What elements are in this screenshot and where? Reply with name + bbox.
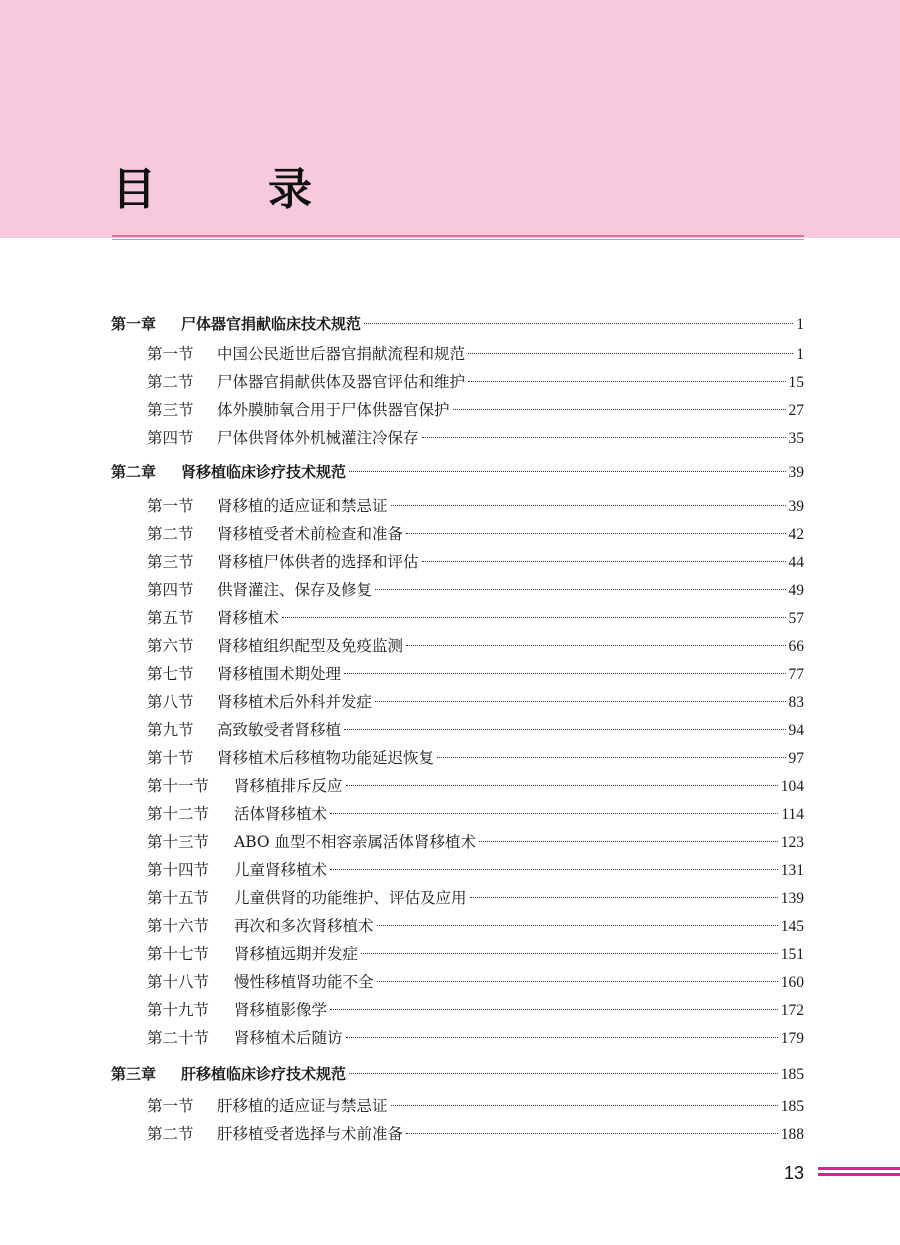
toc-page-number: 57	[788, 610, 804, 627]
section-number: 第五节	[147, 609, 194, 627]
section-number: 第十五节	[147, 889, 210, 907]
dot-leader	[330, 1009, 778, 1010]
section-title: 肾移植尸体供者的选择和评估	[217, 553, 419, 571]
toc-section-row	[147, 1095, 804, 1117]
toc-page-number: 151	[780, 946, 804, 963]
chapter-number: 第三章	[111, 1065, 157, 1083]
dot-leader	[346, 1037, 778, 1038]
toc-page-number: 123	[780, 834, 804, 851]
dot-leader	[391, 1105, 778, 1106]
toc-page-number: 185	[780, 1066, 804, 1083]
dot-leader	[470, 897, 778, 898]
dot-leader	[375, 589, 785, 590]
section-number: 第一节	[147, 497, 194, 515]
section-number: 第十七节	[147, 945, 210, 963]
toc-section-row	[147, 1123, 804, 1145]
toc-section-row	[147, 607, 804, 629]
section-title: 尸体供肾体外机械灌注冷保存	[217, 429, 419, 447]
dot-leader	[468, 381, 785, 382]
section-number: 第三节	[147, 553, 194, 571]
section-title: 供肾灌注、保存及修复	[217, 581, 373, 599]
toc-page-number: 66	[788, 638, 804, 655]
chapter-number: 第一章	[111, 315, 157, 333]
section-number: 第七节	[147, 665, 194, 683]
section-number: 第一节	[147, 345, 194, 363]
footer-rule-bottom	[818, 1173, 900, 1176]
toc-page-number: 15	[788, 374, 804, 391]
toc-section-row	[147, 747, 804, 769]
toc-chapter-row	[111, 461, 804, 483]
toc-section-row	[147, 343, 804, 365]
section-number: 第十节	[147, 749, 194, 767]
toc-section-row	[147, 1027, 804, 1049]
section-title: 肝移植的适应证与禁忌证	[217, 1097, 388, 1115]
dot-leader	[282, 617, 785, 618]
section-title: 肾移植术	[217, 609, 280, 627]
toc-section-row	[147, 915, 804, 937]
dot-leader	[437, 757, 785, 758]
section-number: 第十九节	[147, 1001, 210, 1019]
section-number: 第十一节	[147, 777, 210, 795]
toc-page-number: 160	[780, 974, 804, 991]
section-title: 肾移植术后随访	[234, 1029, 343, 1047]
section-number: 第十三节	[147, 833, 210, 851]
section-number: 第九节	[147, 721, 194, 739]
dot-leader	[468, 353, 793, 354]
dot-leader	[422, 437, 786, 438]
section-number: 第十二节	[147, 805, 210, 823]
toc-page-number: 35	[788, 430, 804, 447]
toc-page-number: 179	[780, 1030, 804, 1047]
chapter-number: 第二章	[111, 463, 157, 481]
section-number: 第十八节	[147, 973, 210, 991]
chapter-title: 肝移植临床诊疗技术规范	[181, 1065, 347, 1083]
toc-page-number: 172	[780, 1002, 804, 1019]
toc-section-row	[147, 971, 804, 993]
section-title: 肾移植围术期处理	[217, 665, 342, 683]
dot-leader	[406, 645, 785, 646]
section-title: 肾移植术后外科并发症	[217, 693, 373, 711]
toc-section-row	[147, 803, 804, 825]
section-title: 肾移植影像学	[234, 1001, 328, 1019]
section-title: 肾移植术后移植物功能延迟恢复	[217, 749, 435, 767]
toc-page-number: 94	[788, 722, 804, 739]
section-number: 第十六节	[147, 917, 210, 935]
title-underline-accent	[112, 235, 804, 237]
dot-leader	[377, 925, 778, 926]
page-number: 13	[784, 1163, 805, 1183]
dot-leader	[422, 561, 786, 562]
dot-leader	[361, 953, 778, 954]
toc-page-number: 49	[788, 582, 804, 599]
dot-leader	[330, 869, 778, 870]
toc-chapter-row	[111, 1063, 804, 1085]
section-title: 尸体器官捐献供体及器官评估和维护	[217, 373, 466, 391]
section-number: 第四节	[147, 581, 194, 599]
section-number: 第一节	[147, 1097, 194, 1115]
toc-page-number: 185	[780, 1098, 804, 1115]
chapter-title: 肾移植临床诊疗技术规范	[181, 463, 347, 481]
section-title: 肾移植组织配型及免疫监测	[217, 637, 404, 655]
toc-section-row	[147, 399, 804, 421]
section-number: 第二节	[147, 525, 194, 543]
section-title: 儿童供肾的功能维护、评估及应用	[234, 889, 467, 907]
toc-section-row	[147, 859, 804, 881]
toc-page-number: 83	[788, 694, 804, 711]
section-title: 肾移植受者术前检查和准备	[217, 525, 404, 543]
toc-section-row	[147, 371, 804, 393]
toc-page-number: 1	[796, 346, 804, 363]
toc-section-row	[147, 943, 804, 965]
toc-page-number: 1	[796, 316, 804, 333]
section-title: 肾移植远期并发症	[234, 945, 359, 963]
section-title: 高致敏受者肾移植	[217, 721, 342, 739]
section-number: 第十四节	[147, 861, 210, 879]
section-title: ABO 血型不相容亲属活体肾移植术	[234, 833, 477, 851]
toc-section-row	[147, 719, 804, 741]
dot-leader	[453, 409, 786, 410]
toc-section-row	[147, 579, 804, 601]
toc-section-row	[147, 887, 804, 909]
toc-page-number: 139	[780, 890, 804, 907]
toc-page-number: 39	[788, 498, 804, 515]
toc-section-row	[147, 495, 804, 517]
section-title: 肾移植的适应证和禁忌证	[217, 497, 388, 515]
section-title: 再次和多次肾移植术	[234, 917, 374, 935]
toc-page-number: 131	[780, 862, 804, 879]
dot-leader	[391, 505, 786, 506]
dot-leader	[406, 1133, 778, 1134]
section-title: 儿童肾移植术	[234, 861, 328, 879]
section-number: 第二节	[147, 1125, 194, 1143]
dot-leader	[406, 533, 785, 534]
section-title: 肾移植排斥反应	[234, 777, 343, 795]
section-title: 肝移植受者选择与术前准备	[217, 1125, 404, 1143]
toc-page-number: 27	[788, 402, 804, 419]
chapter-title: 尸体器官捐献临床技术规范	[181, 315, 362, 333]
section-number: 第四节	[147, 429, 194, 447]
dot-leader	[377, 981, 778, 982]
toc-page-number: 97	[788, 750, 804, 767]
toc-page-number: 39	[788, 464, 804, 481]
dot-leader	[344, 729, 785, 730]
toc-section-row	[147, 551, 804, 573]
toc-section-row	[147, 427, 804, 449]
section-number: 第二节	[147, 373, 194, 391]
section-title: 中国公民逝世后器官捐献流程和规范	[217, 345, 466, 363]
section-title: 体外膜肺氧合用于尸体供器官保护	[217, 401, 450, 419]
toc-page-number: 114	[781, 806, 804, 823]
toc-section-row	[147, 999, 804, 1021]
section-number: 第六节	[147, 637, 194, 655]
dot-leader	[479, 841, 778, 842]
toc-page-number: 188	[780, 1126, 804, 1143]
toc-page-number: 145	[780, 918, 804, 935]
toc-page-number: 104	[780, 778, 804, 795]
toc-page-number: 77	[788, 666, 804, 683]
dot-leader	[364, 323, 793, 324]
dot-leader	[346, 785, 778, 786]
section-title: 活体肾移植术	[234, 805, 328, 823]
footer-rule-top	[818, 1167, 900, 1170]
dot-leader	[375, 701, 785, 702]
toc-section-row	[147, 523, 804, 545]
section-number: 第二十节	[147, 1029, 210, 1047]
dot-leader	[344, 673, 785, 674]
section-title: 慢性移植肾功能不全	[234, 973, 374, 991]
section-number: 第三节	[147, 401, 194, 419]
toc-page-number: 42	[788, 526, 804, 543]
toc-section-row	[147, 663, 804, 685]
toc-section-row	[147, 831, 804, 853]
toc-section-row	[147, 775, 804, 797]
dot-leader	[330, 813, 778, 814]
toc-page-number: 44	[788, 554, 804, 571]
dot-leader	[349, 471, 785, 472]
dot-leader	[349, 1073, 778, 1074]
page-title: 目 录	[112, 164, 346, 215]
section-number: 第八节	[147, 693, 194, 711]
toc-chapter-row	[111, 313, 804, 335]
toc-section-row	[147, 691, 804, 713]
title-underline-gray	[112, 239, 804, 240]
toc-section-row	[147, 635, 804, 657]
